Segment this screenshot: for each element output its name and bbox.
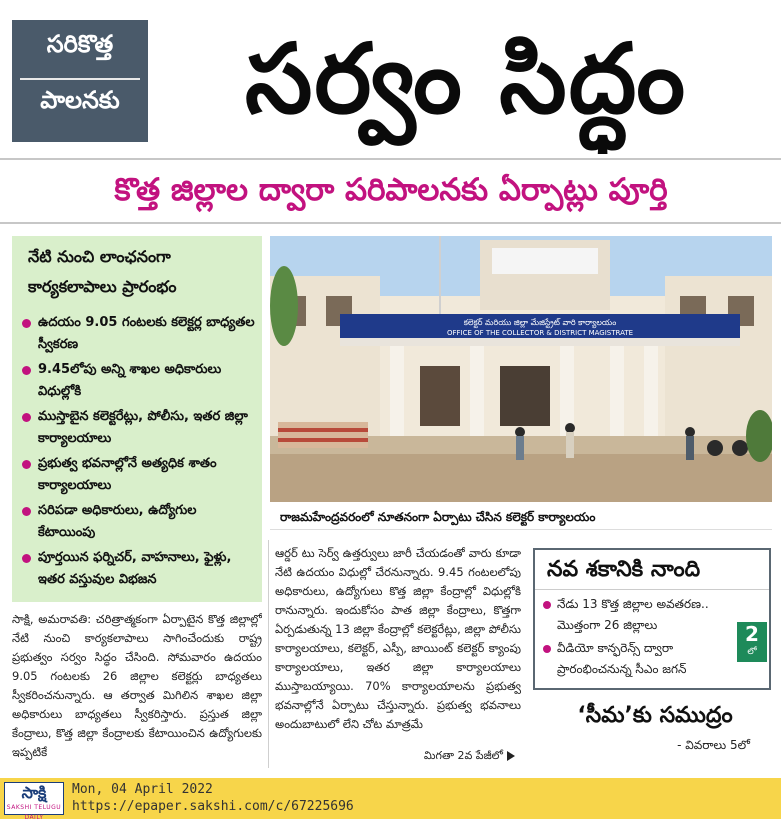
edition-date: Mon, 04 April 2022 (72, 782, 213, 797)
page-reference-badge (737, 622, 767, 662)
photo-caption: రాజమహేంద్రవరంలో నూతనంగా ఏర్పాటు చేసిన కలెక్టర్ కార్యాలయం (270, 504, 772, 530)
kicker-line-2: పాలనకు (40, 86, 120, 114)
page-label: లో (747, 647, 757, 657)
highlights-box (12, 236, 262, 602)
headline-divider (0, 158, 781, 160)
list-item: ఉదయం 9.05 గంటలకు కలెక్టర్ల బాధ్యతల స్వీకరణ (20, 312, 258, 356)
bullet-icon (22, 366, 31, 375)
highlights-list (20, 312, 258, 594)
list-item: ప్రభుత్వ భవనాల్లోనే అత్యధిక శాతం కార్యాలయాలు (20, 453, 258, 497)
page-number: 2 (745, 622, 759, 646)
list-item: ముస్తాబైన కలెక్టరేట్లు, పోలీసు, ఇతర జిల్లా కార్యాలయాలు (20, 406, 258, 450)
kicker-line-1: సరికొత్త (46, 30, 114, 58)
building-sign-telugu: కలెక్టర్ మరియు జిల్లా మేజిస్ట్రేట్ వారి కార్యాలయం (463, 318, 617, 327)
list-item: పూర్తయిన ఫర్నిచర్, వాహనాలు, ఫైళ్లు, ఇతర వస్తువుల విభజన (20, 547, 258, 591)
collectorate-photo (270, 236, 772, 502)
kicker-divider (20, 78, 140, 80)
list-item: 9.45లోపు అన్ని శాఖల అధికారులు విధుల్లోకి (20, 359, 258, 403)
list-item: వీడియో కాన్ఫరెన్స్ ద్వారా ప్రారంభించనున్న సీఎం జగన్ (543, 638, 739, 680)
subheadline: కొత్త జిల్లాల ద్వారా పరిపాలనకు ఏర్పాట్లు పూర్తి (114, 172, 668, 208)
logo-text: సాక్షి (21, 783, 47, 802)
list-item: నేడు 13 కొత్త జిల్లాల అవతరణ.. మొత్తంగా 26 జిల్లాలు (543, 594, 739, 636)
main-headline: సర్వం సిద్ధం (244, 22, 688, 135)
highlights-title: నేటి నుంచి లాంఛనంగా కార్యకలాపాలు ప్రారంభం (28, 247, 177, 296)
building-sign-english: OFFICE OF THE COLLECTOR & DISTRICT MAGISTRATE (446, 329, 634, 337)
subhead-divider (0, 222, 781, 224)
news-teaser-list (543, 594, 739, 682)
news-teaser-title: నవ శకానికి నాంది (535, 550, 769, 590)
article-column-2: ఆర్డర్ టు సెర్వ్ ఉత్తర్వులు జారీ చేయడంతో వారు కూడా నేటి ఉదయం విధుల్లో చేరనున్నారు. 9.45 గంటలలోపు అధికారులు, ఉద్యోగులు కొత్త జిల్లా కేంద్రాల్లో విధుల్లోకి రానున్నారు. ఇందుకోసం పాత జిల్లా కేంద్రాలు, కొత్తగా ఏర్పడుతున్న 13 జిల్లా కేంద్రాల్లో కలెక్టరేట్లు, జిల్లా పోలీసు కార్యాలయాలు, కలెక్టర్, ఎస్పీ, జాయింట్ కలెక్టర్ క్యాంపు కార్యాలయాలు, ఇతర జిల్లా కార్యాలయాలు ముస్తాబయ్యాయి. 70% కార్యాలయాలను ప్రభుత్వ భవనాల్లోనే ఏర్పాటు చేస్తున్నారు. ప్రభుత్వ భవనాలు అందుబాటులో లేని చోట మాత్రమే (275, 546, 521, 731)
bullet-icon (22, 507, 31, 516)
bullet-icon (22, 413, 31, 422)
article-column-1: సాక్షి, అమరావతి: చరిత్రాత్మకంగా ఏర్పాటైన కొత్త జిల్లాల్లో నేటి నుంచి కార్యకలాపాలు సాగించేందుకు రాష్ట్ర ప్రభుత్వం సర్వం సిద్ధం చేసింది. సోమవారం ఉదయం 9.05 గంటలకు 26 జిల్లాల కలెక్టర్లు బాధ్యతలు స్వీకరించనున్నారు. ఆ తర్వాత మిగిలిన శాఖల జిల్లా అధికారులు బాధ్యతలు స్వీకరిస్తారు. ప్రస్తుత జిల్లా కేంద్రాలు, కొత్త జిల్లా కేంద్రాలకు కేటాయించిన ఉద్యోగులకు ఇప్పటికే (12, 612, 262, 759)
side-story-ref: - వివరాలు 5లో (677, 738, 750, 752)
continued-note: మిగతా 2వ పేజీలో (375, 747, 515, 765)
bullet-icon (543, 601, 551, 609)
section-kicker (12, 20, 148, 142)
sakshi-logo (4, 782, 64, 819)
side-story-title: ‘సీమ’కు సముద్రం (577, 703, 733, 728)
bullet-icon (22, 319, 31, 328)
column-divider (268, 540, 269, 768)
bullet-icon (543, 645, 551, 653)
news-teaser-box (533, 548, 771, 690)
side-story (540, 698, 770, 768)
epaper-link[interactable]: https://epaper.sakshi.com/c/67225696 (72, 799, 354, 814)
logo-subtext: SAKSHI TELUGU DAILY (6, 804, 62, 819)
list-item: సరిపడా అధికారులు, ఉద్యోగుల కేటాయింపు (20, 500, 258, 544)
bullet-icon (22, 554, 31, 563)
footer-bar (0, 778, 781, 819)
bullet-icon (22, 460, 31, 469)
arrow-right-icon (507, 751, 515, 761)
